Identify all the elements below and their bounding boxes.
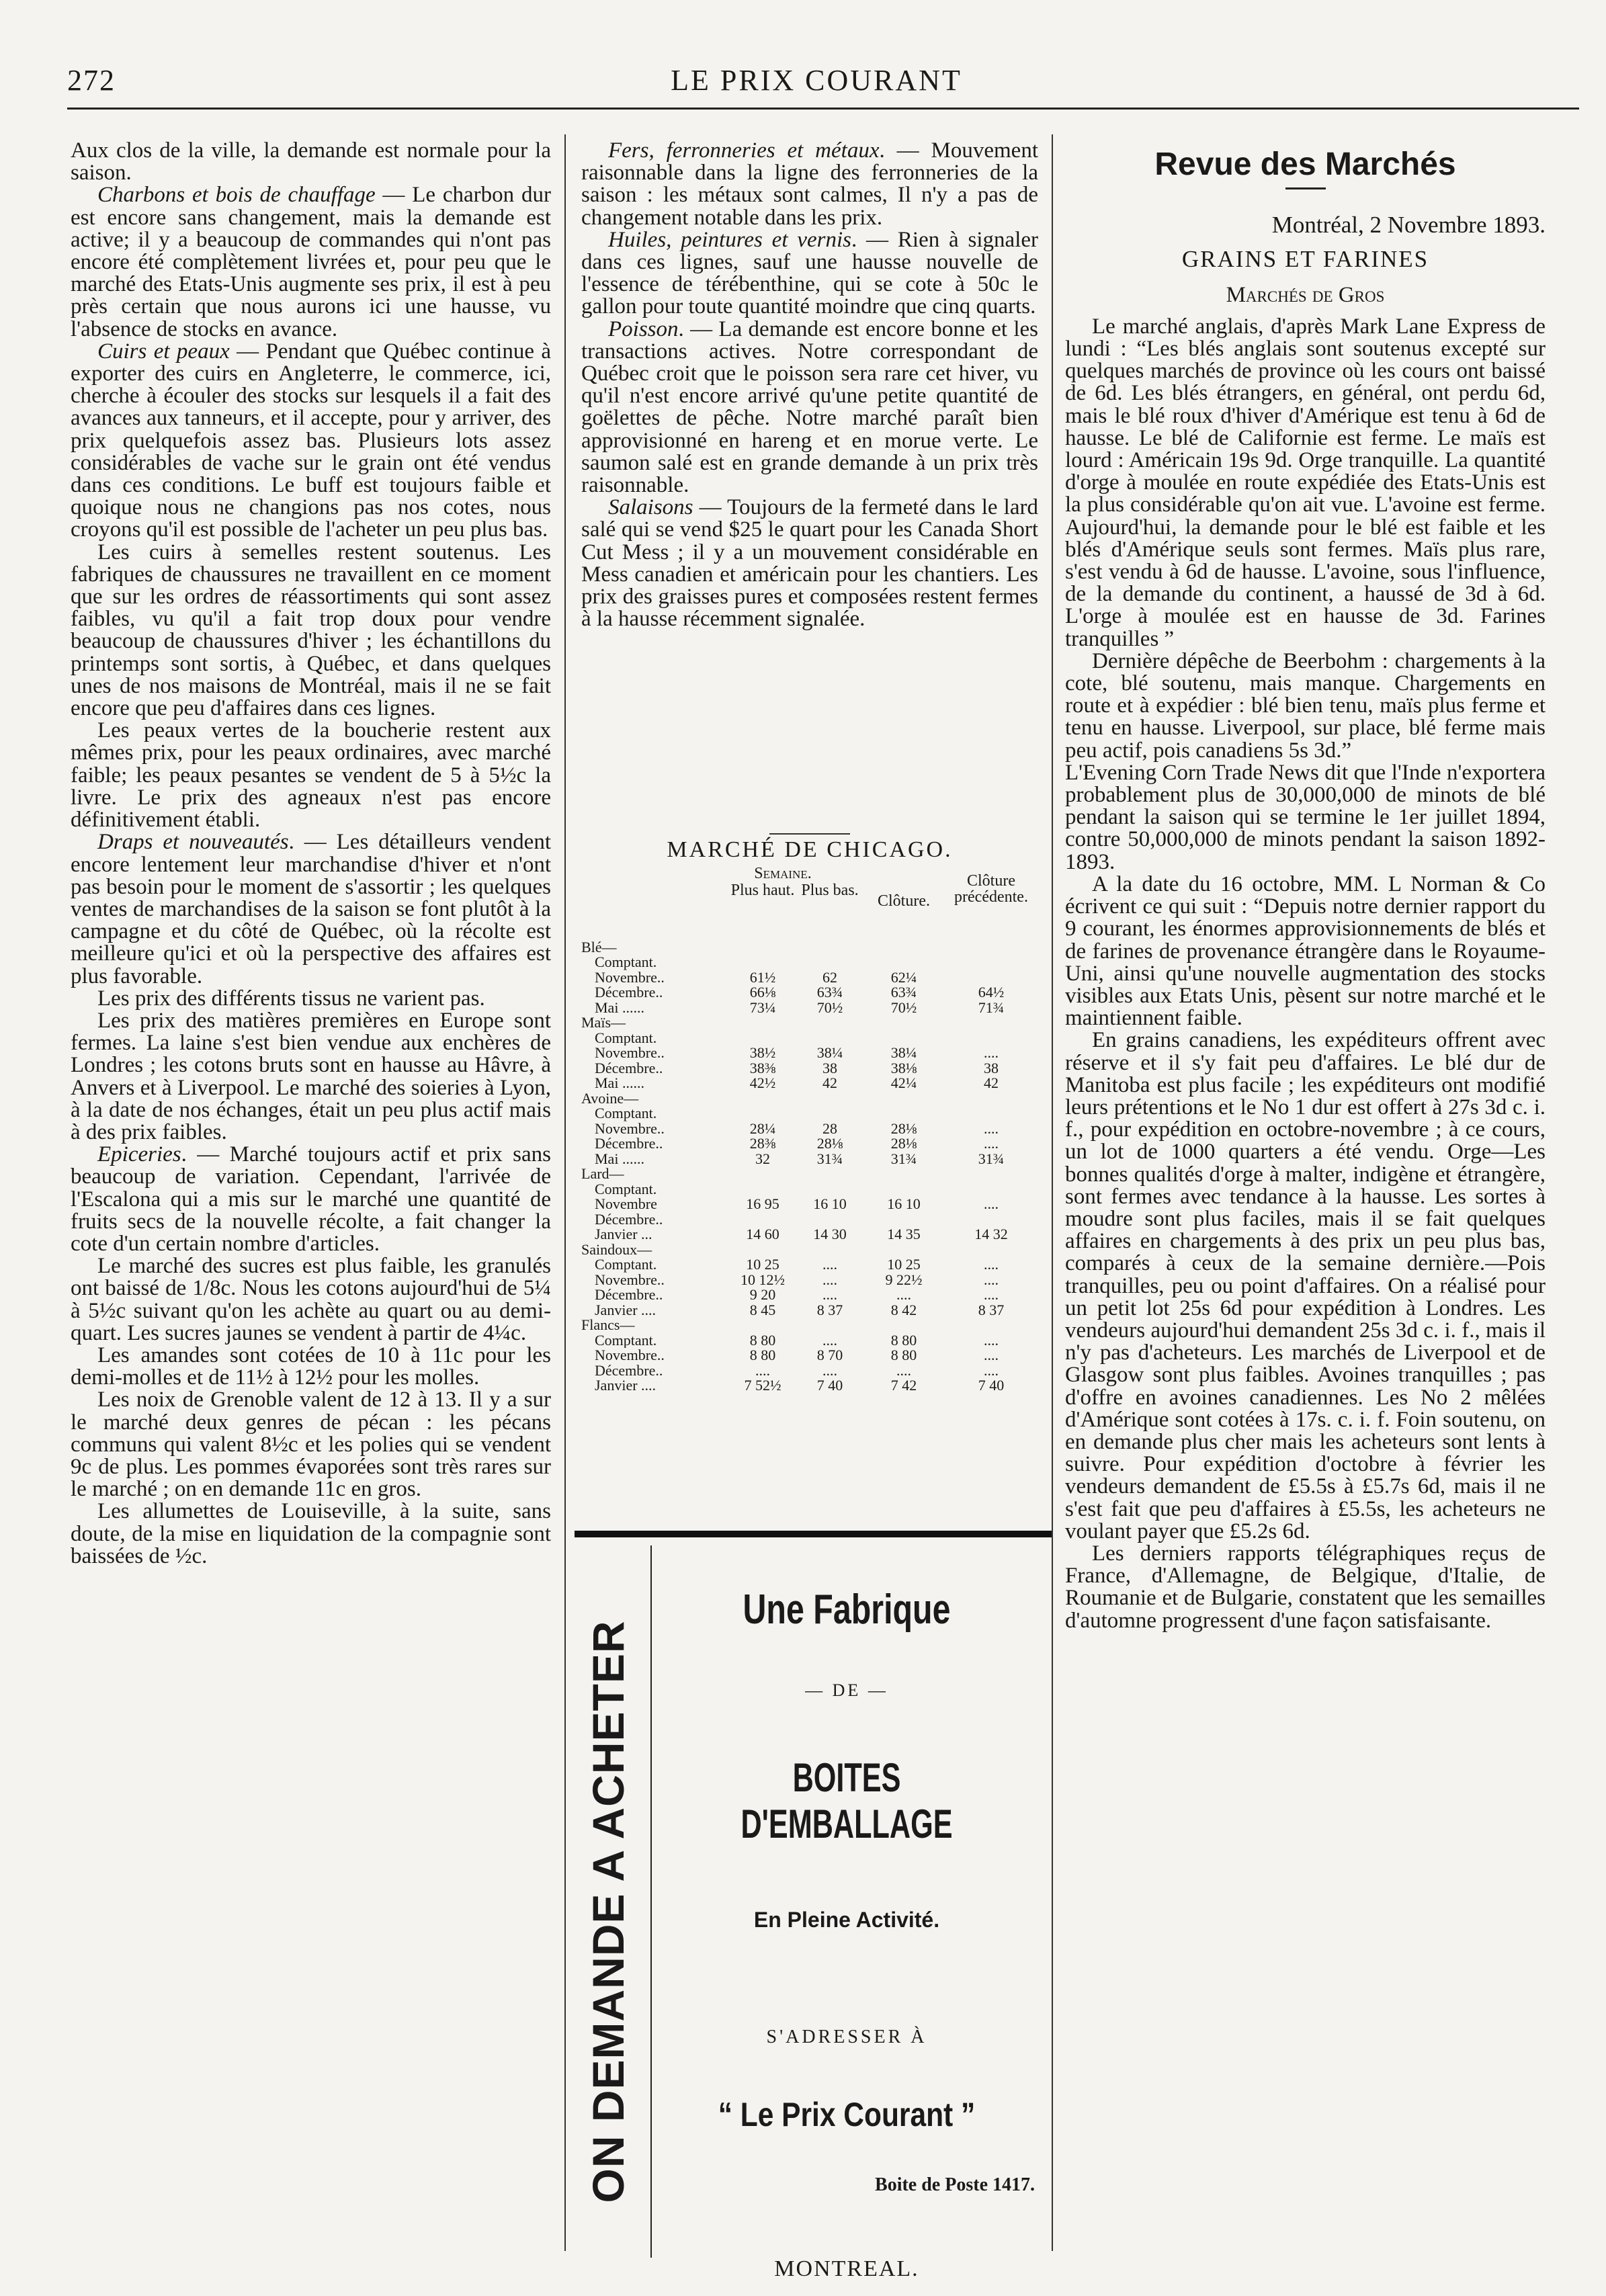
table-cell: 28⅜ [749,1135,776,1152]
article-paragraph [71,542,551,720]
table-row [581,1227,1038,1242]
table-body [581,940,1038,1394]
table-cell: .... [984,1286,999,1303]
advert-publication: “ Le Prix Courant ” [718,2096,976,2133]
table-cell: 7 42 [890,1377,917,1394]
paragraph-text: Les prix des matières premières en Europe sont fermes. La laine s'est bien vendue aux enchères de Londres ; les cotons bruts sont en hausse au Hâvre, à Anvers et à Liverpool. Le marché des soieries à Lyon, à la date de nos échanges, était un peu plus actif mais à des prix faibles. [71,1008,551,1144]
advert-headline: Une Fabrique [743,1586,951,1633]
table-cell: 28⅛ [816,1135,843,1152]
article-paragraph [71,831,551,987]
rubric-heading: Epiceries [97,1142,181,1167]
rubric-heading: Poisson [608,316,679,341]
article-paragraph [1065,316,1546,650]
table-row [581,1061,1038,1076]
table-row [581,1166,1038,1182]
rubric-heading: Salaisons [608,495,693,520]
row-label: Saindoux— [581,1242,652,1257]
row-label: Maïs— [581,1015,626,1031]
table-cell: 10 12½ [741,1271,785,1288]
article-paragraph [71,1345,551,1389]
section-title: Revue des Marchés [1154,146,1456,182]
column-left [71,140,551,1568]
paragraph-text: Les noix de Grenoble valent de 12 à 13. Il y a sur le marché deux genres de pécan : les pécans communs qui valent 8½c et les polies qui se vendent 9c de plus. Les pommes évaporées sont très rares sur le marché ; on en demande 11c en gros. [71,1388,551,1502]
article-paragraph [1065,1543,1546,1632]
table-cell: .... [984,1331,999,1349]
dateline: Montréal, 2 Novembre 1893. [1271,212,1546,239]
paragraph-text: Dernière dépêche de Beerbohm : chargements à la cote, blé soutenu, mais manque. Chargements en route et à expédier : blé bien tenu, maïs plus ferme et tenu en hausse. Liverpool, sur place, blé ferme mais peu actif, pois canadiens 5s 3d.” [1065,648,1546,763]
table-cell: .... [822,1286,837,1303]
paragraph-text: . — Mouvement raisonnable dans la ligne des ferronneries de la saison : les métaux sont calmes, Il n'y a pas de changement notable dans les prix. [581,138,1038,230]
table-row [581,1378,1038,1394]
table-cell: 42 [984,1074,999,1091]
table-cell: 28⅛ [890,1135,917,1152]
table-cell: 66⅛ [749,984,776,1001]
paragraph-text: En grains canadiens, les expéditeurs offrent avec réserve et il s'y fait peu d'affaires. Le blé dur de Manitoba est plus facile ; les expéditeurs ont modifié leurs prétentions et le No 1 dur est offert à 27s 3d c. i. f., pour expédition en octobre-novembre ; à ce cours, un lot de 1000 quarters a été vendu. Orge—Les bonnes qualités d'orge à malter, indigène et étrangère, sont fermes avec tendance à la hausse. Les sortes à moudre sont plus faciles, mais il se fait quelques affaires en chargements à des prix un peu plus bas, comparés à ceux de la semaine dernière.—Pois tranquilles, peu ou point d'affaires. On a réalisé pour un petit lot 25s 6d pour expédition à Londres. Les vendeurs aujourd'hui demandent 25s 3d c. i. f., mais il n'y pas d'acheteurs. Les marchés de Liverpool et de Glasgow sont plus faibles. Avoines tranquilles ; pas d'offre en avoines canadiennes. Les No 2 mêlées d'Amérique sont cotées à 17s. c. i. f. Foin soutenu, on en demande plus cher mais les acheteurs sont lents à suivre. Pour expédition d'octobre à février les vendeurs demandent de £5.5s à £5.7s 6d, mais il ne s'est fait que peu d'affaires à £5.5s, les acheteurs ne voulant payer que £5.2s 6d. [1065,1028,1546,1543]
table-cell: 63¾ [890,984,917,1001]
column-divider-left [564,134,566,2251]
table-cell: 28 [822,1119,837,1137]
paragraph-text: L'Evening Corn Trade News dit que l'Inde n'exportera probablement plus de 30,000,000 de minots de blé pendant la saison qui se termine le 1er juillet 1894, contre 50,000,000 de minots pendant la saison 1892-1893. [1065,760,1546,874]
table-cell: 38⅜ [749,1059,776,1076]
table-cell: 8 42 [890,1301,917,1318]
table-cell: 16 95 [746,1195,779,1212]
paragraph-text: A la date du 16 octobre, MM. L Norman & Co écrivent ce qui suit : “Depuis notre dernier rapport du 9 courant, les énormes approvisionnements de blés et de farines de provenance étrangère dans le Royaume-Uni, ainsi qu'une nouvelle augmentation des stocks visibles aux Etats Unis, pèsent sur notre marché et le maintiennent faible. [1065,871,1546,1031]
table-cell: 70½ [890,998,917,1016]
table-row [581,940,1038,955]
table-cell: 38 [984,1059,999,1076]
row-label: Comptant. [595,1030,657,1046]
table-cell: 38½ [749,1044,776,1061]
table-cell: 28⅛ [890,1119,917,1137]
table-cell: 14 60 [746,1226,779,1242]
table-cell: 14 30 [813,1226,847,1242]
advert-top-rule [575,1531,1052,1537]
table-cell: 7 40 [978,1377,1005,1394]
table-cell: 10 25 [887,1256,921,1273]
article-paragraph [1065,762,1546,874]
row-label: Novembre [595,1197,657,1212]
table-cell: .... [984,1135,999,1152]
article-paragraph [1065,1029,1546,1543]
article-paragraph [71,341,551,542]
row-label: Blé— [581,939,617,955]
vertical-advert-text: ON DEMANDE A ACHETER [583,1620,633,2203]
row-label: Janvier .... [595,1302,657,1318]
row-label: Mai ...... [595,1076,644,1091]
column-right [1065,140,1546,1632]
table-row [581,955,1038,970]
subsection-heading: Marchés de Gros [1226,282,1385,307]
rubric-heading: Cuirs et peaux [97,339,230,364]
table-row [581,1303,1038,1318]
table-row [581,1348,1038,1363]
table-cell: 14 32 [974,1226,1008,1242]
table-row [581,1318,1038,1333]
header-plus-haut: Plus haut. [730,881,795,899]
row-label: Novembre.. [595,1348,665,1363]
table-row [581,1106,1038,1121]
header-rule [67,108,1579,110]
paragraph-text: Les amandes sont cotées de 10 à 11c pour les demi-molles et de 11½ à 12½ pour les molles. [71,1343,551,1390]
table-cell: 14 35 [887,1226,921,1242]
paragraph-text: Le marché anglais, d'après Mark Lane Express de lundi : “Les blés anglais sont soutenus excepté sur quelques marchés de province où les cours ont baissé de 6d. Les blés étrangers, en général, ont perdu 6d, mais le blé roux d'hiver d'Amérique est tenu à 6d de hausse. Le blé de Californie est ferme. Le maïs est lourd : Américain 19s 9d. Orge tranquille. La quantité d'orge à moulée en route expédiée des Etats-Unis est la plus considérable qu'on ait vue. L'avoine est ferme. Aujourd'hui, la demande pour le blé est faible et les blés d'Amérique seuls sont fermes. Maïs plus rare, s'est vendu à 6d de hausse. L'avoine, sous l'influence, de la demande du continent, a haussé de 3d à 6d. L'orge à moulée est en hausse de 3d. Farines tranquilles ” [1065,314,1546,651]
table-cell: 28¼ [749,1119,776,1137]
row-label: Comptant. [595,955,657,970]
table-cell: 71¾ [978,998,1005,1016]
column-divider-right [1052,134,1053,2251]
table-cell: .... [822,1361,837,1379]
article-paragraph [71,1010,551,1144]
table-row [581,1212,1038,1228]
row-label: Comptant. [595,1181,657,1197]
row-label: Novembre.. [595,970,665,985]
table-cell: 42½ [749,1074,776,1091]
advert-de: — DE — [805,1681,888,1700]
table-cell: 8 70 [816,1347,843,1363]
header-cloture: Clôture. [878,892,930,910]
article-paragraph [71,1255,551,1345]
row-label: Janvier ... [595,1227,652,1242]
table-cell: 8 37 [816,1301,843,1318]
table-cell: 8 80 [749,1347,776,1363]
table-cell: .... [822,1256,837,1273]
row-label: Janvier .... [595,1378,657,1394]
table-cell: 62¼ [890,968,917,986]
row-label: Mai ...... [595,1151,644,1166]
row-label: Novembre.. [595,1121,665,1136]
table-cell: .... [984,1195,999,1212]
advert-product: BOITES D'EMBALLAGE [741,1755,953,1846]
table-cell: 38¼ [890,1044,917,1061]
section-heading: GRAINS ET FARINES [1181,246,1429,273]
article-paragraph [71,184,551,340]
article-paragraph [1065,650,1546,762]
table-cell: 70½ [816,998,843,1016]
table-cell: 8 37 [978,1301,1005,1318]
page-number: 272 [67,64,116,97]
article-paragraph [71,1389,551,1500]
column-middle [581,140,1038,630]
table-cell: 38¼ [816,1044,843,1061]
advert-city: MONTREAL. [774,2256,919,2281]
table-cell: .... [984,1271,999,1288]
row-label: Flancs— [581,1318,635,1333]
paragraph-text: — Toujours de la fermeté dans le lard salé qui se vend $25 le quart pour les Canada Short Cut Mess ; il y a un mouvement considérable en Mess canadien et américain pour les chantiers. Les prix des graisses pures et composées restent fermes à la hausse récemment signalée. [581,495,1038,632]
table-cell: 16 10 [887,1195,921,1212]
table-cell: 7 40 [816,1377,843,1394]
table-cell: 10 25 [746,1256,779,1273]
table-row [581,1091,1038,1107]
article-paragraph [1065,871,1546,1031]
header-cloture-precedente: Clôture précédente. [954,871,1028,906]
table-row [581,970,1038,986]
row-label: Décembre.. [595,1211,663,1227]
article-paragraph [71,988,551,1010]
chicago-market-table [581,833,1038,1394]
row-label: Lard— [581,1166,624,1182]
rubric-heading: Charbons et bois de chauffage [97,183,376,208]
advertisement [659,1572,1035,2282]
market-review-body [1065,316,1546,1632]
paragraph-text: Aux clos de la ville, la demande est normale pour la saison. [71,138,551,185]
table-cell: .... [755,1361,770,1379]
paragraph-text: Les cuirs à semelles restent soutenus. Les fabriques de chaussures ne travaillent en ce moment que sur les ordres de réassortiments qui sont assez faibles, vu qu'il a fait trop doux pour vendre beaucoup de chaussures d'hiver ; les échantillons du printemps sont sortis, à Québec, et dans quelques unes de nos maisons de Montréal, mais il ne se fait encore que peu d'affaires dans ces lignes. [71,540,551,721]
row-label: Décembre.. [595,1060,663,1076]
table-cell: .... [984,1256,999,1273]
row-label: Décembre.. [595,1363,663,1378]
table-row [581,1197,1038,1212]
header-plus-bas: Plus bas. [801,881,859,899]
journal-title: LE PRIX COURANT [671,64,962,97]
paragraph-text: . — Marché toujours actif et prix sans beaucoup de variation. Cependant, l'arrivée de l'Escalona qui a mis sur le marché une quantité de fruits secs de la nouvelle récolte, a fait changer la cote d'un certain nombre d'articles. [71,1142,551,1256]
table-cell: .... [984,1361,999,1379]
table-cell: 31¾ [890,1150,917,1167]
table-cell: 31¾ [978,1150,1005,1167]
row-label: Avoine— [581,1091,639,1106]
row-label: Novembre.. [595,1046,665,1061]
table-row [581,1136,1038,1152]
article-paragraph [71,1500,551,1568]
advert-divider [650,1545,652,2258]
table-cell: 42¼ [890,1074,917,1091]
table-row [581,1363,1038,1379]
table-cell: 9 22½ [885,1271,923,1288]
article-paragraph [581,140,1038,229]
row-label: Comptant. [595,1257,657,1273]
table-row [581,1031,1038,1046]
table-cell: 16 10 [813,1195,847,1212]
row-label: Décembre.. [595,985,663,1001]
table-cell: 62 [822,968,837,986]
table-row [581,1182,1038,1197]
row-label: Mai ...... [595,1000,644,1015]
article-paragraph [581,229,1038,318]
table-cell: 64½ [978,984,1005,1001]
table-cell: 9 20 [749,1286,776,1303]
table-cell: .... [984,1347,999,1363]
article-paragraph [71,720,551,831]
table-cell: 73¼ [749,998,776,1016]
table-cell: .... [822,1331,837,1349]
semaine-label: Semaine. [754,864,812,882]
table-header [581,866,1038,940]
table-cell: 8 45 [749,1301,776,1318]
rubric-heading: Draps et nouveautés [97,830,289,855]
article-paragraph [71,140,551,184]
rubric-heading: Huiles, peintures et vernis [608,227,851,252]
row-label: Comptant. [595,1332,657,1348]
paragraph-text: . — Les détailleurs vendent encore lentement leur marchandise d'hiver et n'ont pas besoin pour le moment de s'assortir ; les quelques ventes de marchandises de la saison se font plutôt à la campagne et du côté de Québec, où la récolte est meilleure qu'ici et où la perspective des affaires est plus favorable. [71,830,551,988]
table-cell: 63¾ [816,984,843,1001]
table-cell: 7 52½ [744,1377,781,1394]
table-cell: 61½ [749,968,776,986]
table-cell: 8 80 [749,1331,776,1349]
paragraph-text: . — La demande est encore bonne et les transactions actives. Notre correspondant de Québec croit que le poisson sera rare cet hiver, vu qu'il n'est encore arrivé qu'une petite quantité de goëlettes de pêche. Notre marché paraît bien approvisionné en hareng et en morue verte. Le saumon salé est en grande demande à un prix très raisonnable. [581,316,1038,498]
table-row [581,1333,1038,1349]
paragraph-text: Les derniers rapports télégraphiques reçus de France, d'Allemagne, de Belgique, d'Italie, de Roumanie et de Bulgarie, constatent que les semailles d'automne progressent d'une façon satisfaisante. [1065,1541,1546,1633]
advert-postbox: Boite de Poste 1417. [875,2174,1035,2195]
table-row [581,1257,1038,1273]
table-row [581,1242,1038,1258]
table-cell: .... [896,1361,911,1379]
paragraph-text: — Le charbon dur est encore sans changement, mais la demande est active; il y a beaucoup de commandes qui n'ont pas encore été complètement livrées et, pour peu que le marché des Etats-Unis augmente ses prix, il est à peu près certain que nous aurons ici une hausse, vu l'absence de stocks en avance. [71,183,551,341]
table-cell: 38⅛ [890,1059,917,1076]
chicago-title: MARCHÉ DE CHICAGO. [667,837,953,862]
paragraph-text: Les allumettes de Louiseville, à la suite, sans doute, de la mise en liquidation de la compagnie sont baissées de ½c. [71,1499,551,1568]
table-cell: .... [822,1271,837,1288]
table-row [581,1121,1038,1137]
row-label: Comptant. [595,1106,657,1121]
table-row [581,1015,1038,1031]
row-label: Décembre.. [595,1136,663,1152]
paragraph-text: . — Rien à signaler dans ces lignes, sauf une hausse nouvelle de l'essence de térébenthine, qui se cote à 50c le gallon pour toute quantité moindre que cinq quarts. [581,227,1038,319]
table-row [581,1046,1038,1061]
table-row [581,1076,1038,1091]
vertical-advert-banner [571,1566,645,2258]
table-cell: 8 80 [890,1347,917,1363]
table-cell: .... [984,1119,999,1137]
table-cell: 38 [822,1059,837,1076]
table-cell: 32 [755,1150,770,1167]
table-row [581,1152,1038,1167]
table-cell: .... [984,1044,999,1061]
table-row [581,1273,1038,1288]
row-label: Novembre.. [595,1272,665,1287]
paragraph-text: — Pendant que Québec continue à exporter des cuirs en Angleterre, le commerce, ici, cherche à écouler des stocks sur lesquels il a fait des avances aux tanneurs, et il accepte, pour y arriver, des prix quelquefois assez bas. Plusieurs lots assez considérables de vache sur le grain ont été vendus dans ces conditions. Le buff est toujours faible et quoique nous ne changions pas nos cotes, nous croyons qu'il est possible de l'acheter un peu plus bas. [71,339,551,542]
rubric-heading: Fers, ferronneries et métaux [608,138,880,163]
paragraph-text: Les prix des différents tissus ne varient pas. [97,986,485,1011]
paragraph-text: Les peaux vertes de la boucherie restent aux mêmes prix, pour les peaux ordinaires, avec marché faible; les peaux pesantes se vendent de 5 à 5½c la livre. Le prix des agneaux n'est pas encore définitivement établi. [71,718,551,833]
advert-status: En Pleine Activité. [753,1908,940,1932]
table-cell: 8 80 [890,1331,917,1349]
article-paragraph [581,497,1038,630]
table-row [581,998,1038,1016]
table-cell: .... [896,1286,911,1303]
page-header [67,59,1566,106]
advert-address-label: S'ADRESSER À [766,2027,927,2047]
table-cell: 31¾ [816,1150,843,1167]
title-rule [1285,187,1326,189]
table-row [581,985,1038,1001]
article-paragraph [581,318,1038,497]
table-cell: 42 [822,1074,837,1091]
article-paragraph [71,1144,551,1255]
table-row [581,1287,1038,1303]
row-label: Décembre.. [595,1287,663,1303]
paragraph-text: Le marché des sucres est plus faible, les granulés ont baissé de 1/8c. Nous les cotons aujourd'hui de 5¼ à 5½c suivant qu'on les achète au quart ou au demi-quart. Les sucres jaunes se vendent à partir de 4¼c. [71,1254,551,1345]
ornament-divider [769,833,850,835]
